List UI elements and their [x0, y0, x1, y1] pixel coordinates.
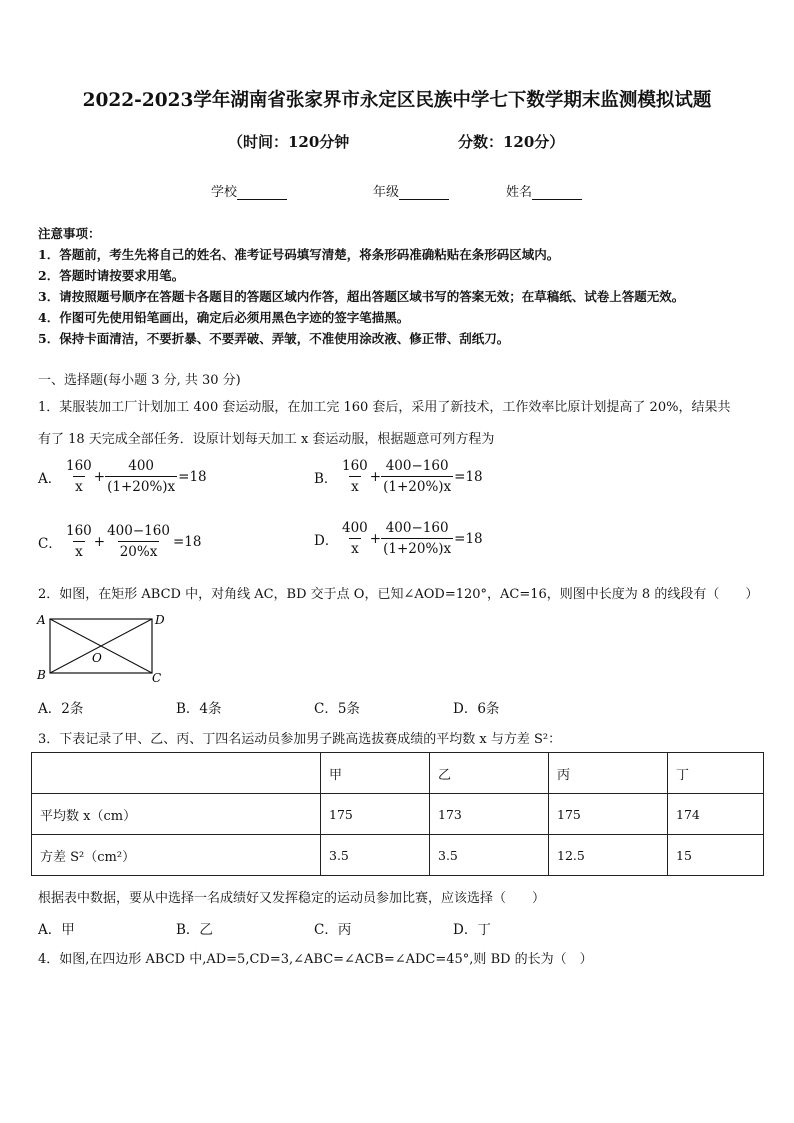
q1-option-d[interactable] [314, 520, 483, 558]
note-item: 3．请按照题号顺序在答题卡各题目的答题区域内作答，超出答题区域书写的答案无效；在草稿纸、试卷上答题无效。 [38, 289, 685, 304]
note-item: 4．作图可先使用铅笔画出，确定后必须用黑色字迹的签字笔描黑。 [38, 310, 410, 325]
q2-option-d[interactable]: D．6条 [453, 701, 500, 717]
table-header-cell: 丁 [668, 753, 764, 794]
q1-option-c[interactable] [38, 523, 201, 561]
table-cell: 3.5 [430, 835, 549, 876]
table-header-cell: 甲 [321, 753, 430, 794]
plus-sign: + [369, 530, 382, 547]
rectangle-figure [34, 610, 174, 684]
q3-question: 根据表中数据，要从中选择一名成绩好又发挥稳定的运动员参加比赛，应该选择（ ） [38, 891, 546, 906]
equals-value: =18 [454, 530, 483, 547]
fraction: $\frac{160}{x}$ [66, 523, 92, 560]
q2-option-a[interactable]: A．2条 [38, 701, 84, 717]
q3-option-c[interactable]: C．丙 [314, 922, 352, 938]
notes-heading: 注意事项： [38, 226, 101, 241]
option-label: B． [314, 470, 338, 487]
page-title: 2022-2023学年湖南省张家界市永定区民族中学七下数学期末监测模拟试题 [82, 90, 712, 111]
option-label: D． [314, 532, 339, 549]
table-cell: 175 [321, 794, 430, 835]
grade-blank [399, 185, 449, 200]
equals-value: =18 [454, 468, 483, 485]
table-header-cell [32, 753, 321, 794]
name-blank [532, 185, 582, 200]
q3-text: 3．下表记录了甲、乙、丙、丁四名运动员参加男子跳高选拔赛成绩的平均数 x 与方差 S²： [38, 732, 562, 747]
table-cell: 15 [668, 835, 764, 876]
q4-text: 4．如图,在四边形 ABCD 中,AD=5,CD=3,∠ABC=∠ACB=∠ADC=45°,则 BD 的长为（ ） [38, 952, 593, 967]
row-label-mean: 平均数 x（cm） [32, 794, 321, 835]
table-cell: 12.5 [549, 835, 668, 876]
fraction: $\frac{400-160}{(1+20\%)x}$ [383, 520, 452, 557]
label-o: O [92, 651, 102, 665]
q2-option-c[interactable]: C．5条 [314, 701, 360, 717]
q2-option-b[interactable]: B．4条 [176, 701, 222, 717]
q1-option-a[interactable] [38, 458, 207, 496]
section-heading: 一、选择题(每小题 3 分, 共 30 分) [38, 373, 241, 388]
table-cell: 175 [549, 794, 668, 835]
label-d: D [155, 613, 165, 627]
school-label: 学校 [211, 185, 238, 200]
q1-text-line2: 有了 18 天完成全部任务．设原计划每天加工 x 套运动服，根据题意可列方程为 [38, 432, 495, 447]
score-table [31, 752, 764, 876]
fraction: $\frac{400-160}{20\%x}$ [107, 523, 170, 560]
q1-option-b[interactable] [314, 458, 483, 496]
q3-option-a[interactable]: A．甲 [38, 922, 75, 938]
table-header-cell: 乙 [430, 753, 549, 794]
plus-sign: + [93, 468, 106, 485]
option-label: A． [38, 470, 62, 487]
row-label-variance: 方差 S²（cm²） [32, 835, 321, 876]
exam-score: 分数：120分） [458, 133, 565, 151]
grade-label: 年级 [373, 185, 400, 200]
fraction: $\frac{160}{x}$ [342, 458, 368, 495]
name-field [506, 181, 582, 200]
note-item: 1．答题前，考生先将自己的姓名、准考证号码填写清楚，将条形码准确粘贴在条形码区域内。 [38, 247, 560, 262]
fraction: $\frac{400-160}{(1+20\%)x}$ [383, 458, 452, 495]
plus-sign: + [93, 533, 106, 550]
table-cell: 3.5 [321, 835, 430, 876]
exam-time: （时间：120分钟 [228, 133, 350, 151]
note-item: 5．保持卡面清洁，不要折暴、不要弄破、弄皱，不准使用涂改液、修正带、刮纸刀。 [38, 331, 510, 346]
plus-sign: + [369, 468, 382, 485]
fraction: $\frac{400}{(1+20\%)x}$ [107, 458, 176, 495]
q3-option-b[interactable]: B．乙 [176, 922, 213, 938]
label-a: A [37, 613, 46, 627]
label-c: C [152, 671, 162, 684]
name-label: 姓名 [506, 185, 533, 200]
grade-field [373, 181, 449, 200]
table-cell: 174 [668, 794, 764, 835]
note-item: 2．答题时请按要求用笔。 [38, 268, 185, 283]
equals-value: =18 [172, 533, 202, 550]
equals-value: =18 [178, 468, 207, 485]
table-cell: 173 [430, 794, 549, 835]
school-blank [237, 185, 287, 200]
q3-option-d[interactable]: D．丁 [453, 922, 491, 938]
q1-text-line1: 1．某服装加工厂计划加工 400 套运动服，在加工完 160 套后，采用了新技术，工作效率比原计划提高了 20%，结果共 [38, 400, 731, 415]
fraction: $\frac{400}{x}$ [342, 520, 368, 557]
fraction: $\frac{160}{x}$ [66, 458, 92, 495]
table-header-row [32, 753, 764, 794]
option-label: C． [38, 535, 62, 552]
q2-text: 2．如图，在矩形 ABCD 中，对角线 AC，BD 交于点 O，已知∠AOD=120°，AC=16，则图中长度为 8 的线段有（ ） [38, 587, 759, 602]
table-row [32, 835, 764, 876]
school-field [211, 181, 287, 200]
table-header-cell: 丙 [549, 753, 668, 794]
table-row [32, 794, 764, 835]
label-b: B [37, 668, 46, 682]
